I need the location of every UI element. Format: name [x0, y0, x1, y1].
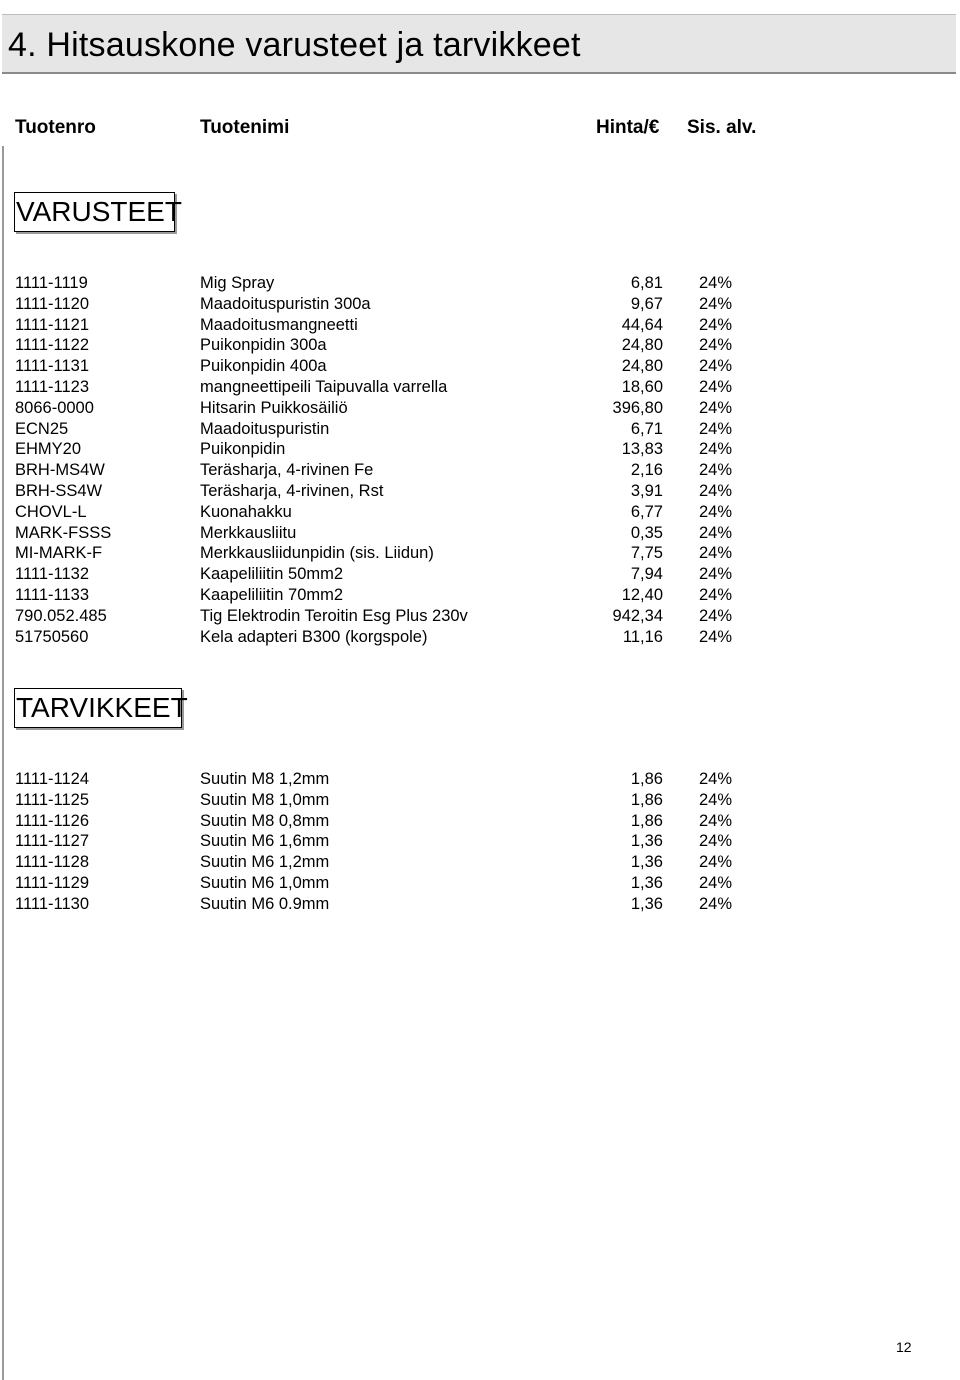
product-code: 1111-1123 [15, 378, 90, 396]
product-price: 1,86 [630, 791, 663, 809]
column-header-name: Tuotenimi [200, 117, 290, 138]
product-code: CHOVL-L [15, 503, 87, 521]
product-name: Kaapeliliitin 50mm2 [200, 565, 344, 583]
product-price: 13,83 [621, 440, 663, 458]
product-vat: 24% [699, 544, 733, 562]
product-code: 1111-1122 [15, 336, 90, 354]
product-price: 44,64 [621, 316, 663, 334]
product-vat: 24% [699, 399, 733, 417]
product-vat: 24% [699, 482, 733, 500]
product-vat: 24% [699, 378, 733, 396]
product-code: 1111-1125 [15, 791, 90, 809]
table-row [0, 606, 960, 627]
table-row [0, 294, 960, 315]
product-name: Suutin M8 0,8mm [200, 812, 330, 830]
product-vat: 24% [699, 874, 733, 892]
product-name: Puikonpidin 400a [200, 357, 327, 375]
product-name: Merkkausliitu [200, 524, 297, 542]
product-vat: 24% [699, 357, 733, 375]
title-bar [2, 14, 956, 74]
product-code: 1111-1126 [15, 812, 90, 830]
product-vat: 24% [699, 461, 733, 479]
product-code: 1111-1129 [15, 874, 90, 892]
product-name: Suutin M8 1,2mm [200, 770, 330, 788]
table-row [0, 873, 960, 894]
page-title: 4. Hitsauskone varusteet ja tarvikkeet [8, 26, 581, 64]
table-row [0, 398, 960, 419]
product-vat: 24% [699, 770, 733, 788]
product-name: Kuonahakku [200, 503, 292, 521]
product-name: Puikonpidin 300a [200, 336, 327, 354]
product-name: Suutin M6 1,6mm [200, 832, 330, 850]
product-vat: 24% [699, 628, 733, 646]
product-name: Teräsharja, 4-rivinen Fe [200, 461, 374, 479]
table-row [0, 460, 960, 481]
product-price: 9,67 [630, 295, 663, 313]
product-price: 1,36 [630, 895, 663, 913]
product-name: Maadoitusmangneetti [200, 316, 358, 334]
table-row [0, 377, 960, 398]
product-name: Suutin M6 1,2mm [200, 853, 330, 871]
product-name: Hitsarin Puikkosäiliö [200, 399, 348, 417]
table-row [0, 356, 960, 377]
table-row [0, 439, 960, 460]
product-name: Suutin M6 1,0mm [200, 874, 330, 892]
product-code: MARK-FSSS [15, 524, 112, 542]
table-row [0, 811, 960, 832]
product-price: 942,34 [612, 607, 663, 625]
product-price: 24,80 [621, 336, 663, 354]
product-price: 2,16 [630, 461, 663, 479]
product-name: Suutin M6 0.9mm [200, 895, 330, 913]
product-code: 790.052.485 [15, 607, 107, 625]
table-row [0, 564, 960, 585]
product-code: ECN25 [15, 420, 69, 438]
table-row [0, 502, 960, 523]
column-header-price: Hinta/€ [596, 117, 660, 138]
table-row [0, 627, 960, 648]
product-name: Mig Spray [200, 274, 275, 292]
product-vat: 24% [699, 812, 733, 830]
product-name: Maadoituspuristin [200, 420, 330, 438]
product-price: 12,40 [621, 586, 663, 604]
product-price: 1,86 [630, 770, 663, 788]
product-price: 1,86 [630, 812, 663, 830]
product-price: 11,16 [622, 628, 663, 646]
product-code: 1111-1133 [15, 586, 90, 604]
product-name: Merkkausliidunpidin (sis. Liidun) [200, 544, 434, 562]
product-price: 396,80 [612, 399, 663, 417]
product-price: 7,75 [630, 544, 663, 562]
product-vat: 24% [699, 565, 733, 583]
table-row [0, 790, 960, 811]
product-code: 1111-1124 [15, 770, 90, 788]
product-vat: 24% [699, 274, 733, 292]
product-price: 6,81 [630, 274, 663, 292]
column-header-code: Tuotenro [15, 117, 96, 138]
product-code: EHMY20 [15, 440, 82, 458]
product-name: Teräsharja, 4-rivinen, Rst [200, 482, 384, 500]
section-title-tarvikkeet: TARVIKKEET [14, 688, 182, 728]
product-vat: 24% [699, 586, 733, 604]
product-vat: 24% [699, 895, 733, 913]
product-price: 18,60 [621, 378, 663, 396]
product-name: Kaapeliliitin 70mm2 [200, 586, 344, 604]
product-code: 1111-1120 [15, 295, 90, 313]
product-vat: 24% [699, 791, 733, 809]
table-row [0, 335, 960, 356]
product-vat: 24% [699, 295, 733, 313]
product-code: MI-MARK-F [15, 544, 103, 562]
product-code: 1111-1127 [15, 832, 90, 850]
product-name: Tig Elektrodin Teroitin Esg Plus 230v [200, 607, 468, 625]
product-name: Kela adapteri B300 (korgspole) [200, 628, 428, 646]
table-row [0, 543, 960, 564]
product-price: 6,71 [630, 420, 663, 438]
product-vat: 24% [699, 420, 733, 438]
table-row [0, 831, 960, 852]
product-code: 1111-1130 [15, 895, 90, 913]
product-code: 1111-1131 [15, 357, 90, 375]
table-row [0, 523, 960, 544]
product-name: Suutin M8 1,0mm [200, 791, 330, 809]
table-row [0, 585, 960, 606]
column-header-vat: Sis. alv. [687, 117, 757, 138]
section-title-varusteet: VARUSTEET [14, 192, 175, 232]
product-vat: 24% [699, 524, 733, 542]
product-vat: 24% [699, 503, 733, 521]
product-price: 6,77 [630, 503, 663, 521]
product-price: 0,35 [630, 524, 663, 542]
table-row [0, 419, 960, 440]
table-row [0, 852, 960, 873]
product-name: Puikonpidin [200, 440, 286, 458]
table-row [0, 894, 960, 915]
page-number: 12 [896, 1339, 912, 1355]
product-price: 1,36 [630, 874, 663, 892]
product-vat: 24% [699, 832, 733, 850]
product-vat: 24% [699, 316, 733, 334]
product-vat: 24% [699, 607, 733, 625]
product-vat: 24% [699, 336, 733, 354]
product-price: 7,94 [630, 565, 663, 583]
product-code: BRH-MS4W [15, 461, 105, 479]
table-row [0, 481, 960, 502]
product-code: 1111-1132 [15, 565, 90, 583]
table-row [0, 273, 960, 294]
product-code: 51750560 [15, 628, 89, 646]
product-price: 1,36 [630, 832, 663, 850]
product-price: 3,91 [630, 482, 663, 500]
table-row [0, 769, 960, 790]
product-code: 1111-1128 [15, 853, 90, 871]
product-price: 1,36 [630, 853, 663, 871]
table-row [0, 315, 960, 336]
product-code: 8066-0000 [15, 399, 94, 417]
product-code: BRH-SS4W [15, 482, 103, 500]
product-code: 1111-1121 [15, 316, 90, 334]
product-name: Maadoituspuristin 300a [200, 295, 371, 313]
product-price: 24,80 [621, 357, 663, 375]
product-name: mangneettipeili Taipuvalla varrella [200, 378, 448, 396]
product-vat: 24% [699, 440, 733, 458]
product-vat: 24% [699, 853, 733, 871]
column-headers [0, 116, 960, 140]
product-code: 1111-1119 [15, 274, 88, 292]
